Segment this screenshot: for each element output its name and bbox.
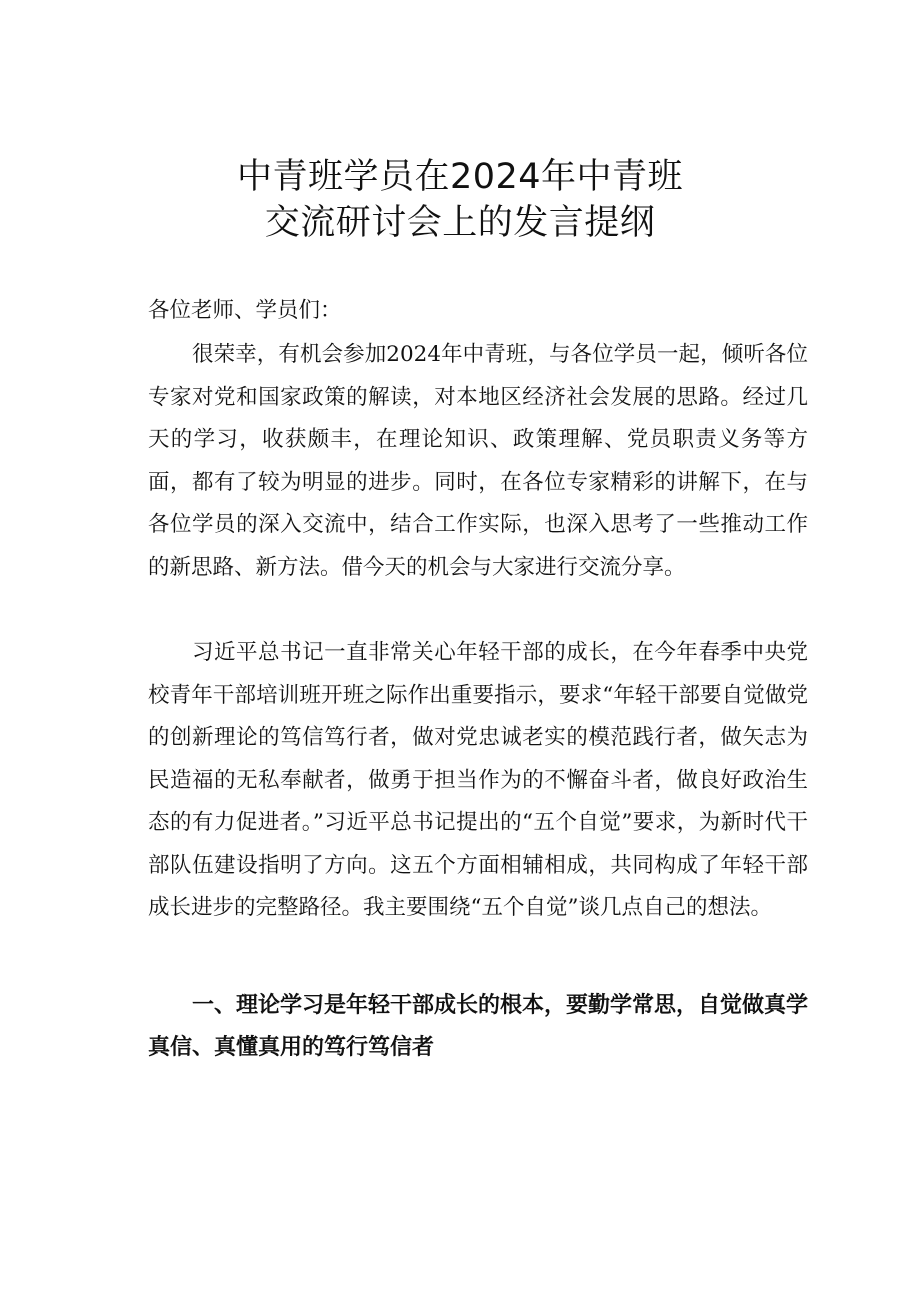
- paragraph-instruction: 习近平总书记一直非常关心年轻干部的成长，在今年春季中央党校青年干部培训班开班之际作出重要指示，要求“年轻干部要自觉做党的创新理论的笃信笃行者，做对党忠诚老实的模范践行者，做矢志为民造福的无私奉献者，做勇于担当作为的不懈奋斗者，做良好政治生态的有力促进者。”习近平总书记提出的“五个自觉”要求，为新时代干部队伍建设指明了方向。这五个方面相辅相成，共同构成了年轻干部成长进步的完整路径。我主要围绕“五个自觉”谈几点自己的想法。: [148, 640, 808, 920]
- salutation: 各位老师、学员们：: [148, 298, 342, 323]
- title-line-2: 交流研讨会上的发言提纲: [264, 203, 656, 243]
- section-heading-1: 一、理论学习是年轻干部成长的根本，要勤学常思，自觉做真学真信、真懂真用的笃行笃信者: [148, 993, 809, 1060]
- title-line-1: 中青班学员在2024年中青班: [236, 157, 684, 197]
- document-title: [0, 154, 920, 246]
- paragraph-intro: 很荣幸，有机会参加2024年中青班，与各位学员一起，倾听各位专家对党和国家政策的解读，对本地区经济社会发展的思路。经过几天的学习，收获颇丰，在理论知识、政策理解、党员职责义务等方面，都有了较为明显的进步。同时，在各位专家精彩的讲解下，在与各位学员的深入交流中，结合工作实际，也深入思考了一些推动工作的新思路、新方法。借今天的机会与大家进行交流分享。: [148, 342, 808, 580]
